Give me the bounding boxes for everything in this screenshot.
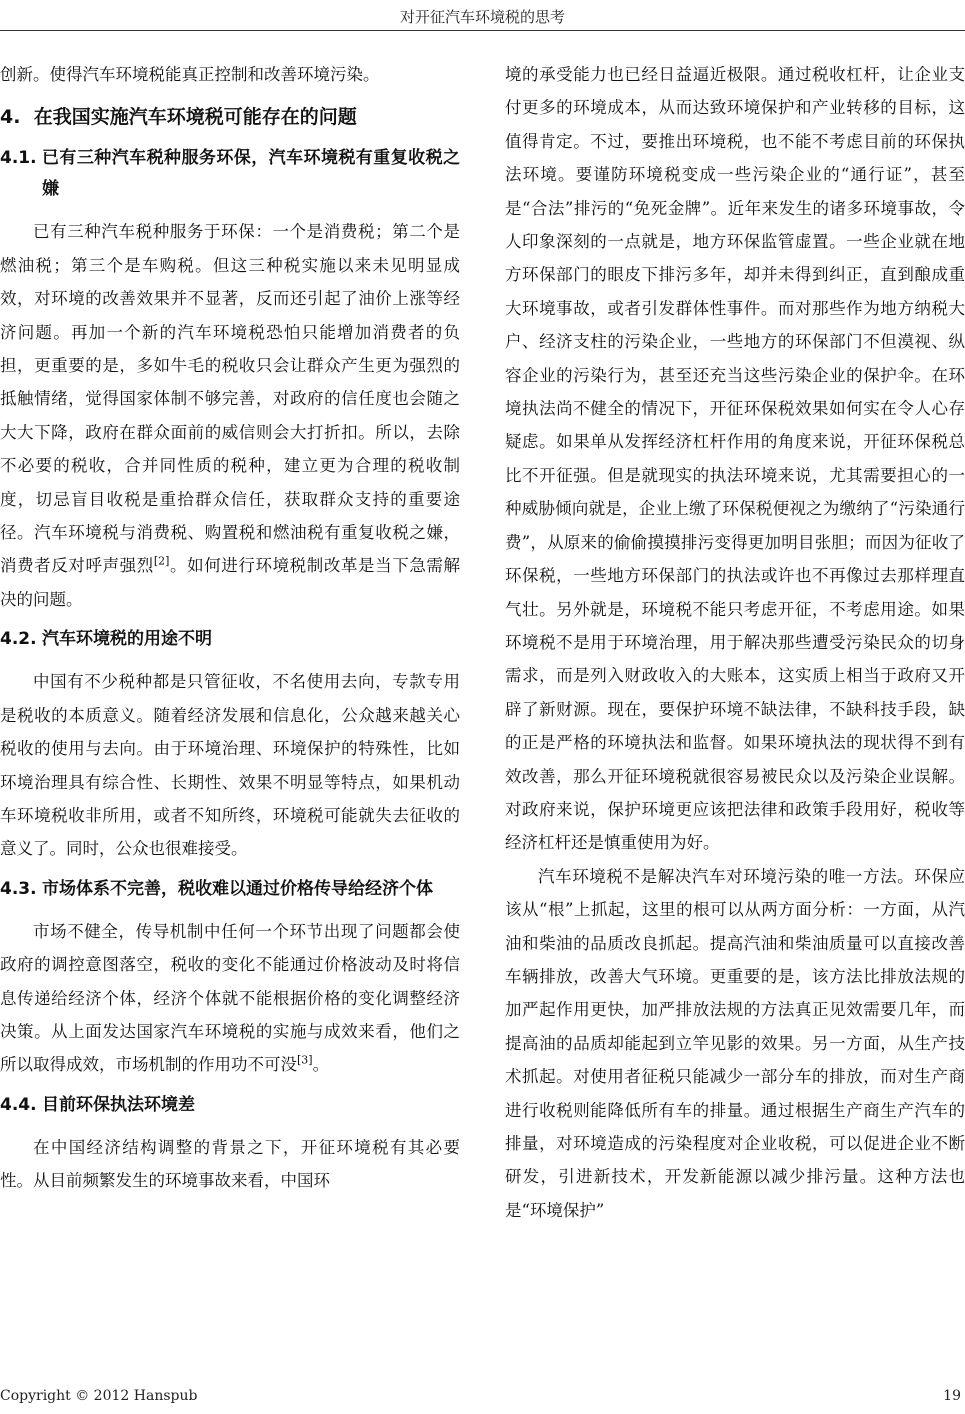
section-title: 在我国实施汽车环境税可能存在的问题 — [33, 106, 357, 129]
section-4-4-heading — [0, 1090, 460, 1121]
citation-2: [2] — [153, 554, 170, 568]
section-4-1-heading — [0, 143, 460, 205]
running-header: 对开征汽车环境税的思考 — [399, 8, 565, 26]
paragraph-4-4: 在中国经济结构调整的背景之下，开征环境税有其必要性。从目前频繁发生的环境事故来看，中国环 — [0, 1137, 460, 1191]
paragraph-text-end: 。 — [312, 1055, 330, 1075]
left-column — [0, 58, 460, 1198]
paragraph-4-2: 中国有不少税种都是只管征收，不名使用去向，专款专用是税收的本质意义。随着经济发展和信息化，公众越来越关心税收的使用与去向。由于环境治理、环境保护的特殊性，比如环境治理具有综合性、长期性、效果不明显等特点，如果机动车环境税收非所用，或者不知所终，环境税可能就失去征收的意义了。同时，公众也很难接受。 — [0, 672, 460, 859]
section-number: 4.4. — [0, 1094, 37, 1115]
citation-3: [3] — [297, 1053, 313, 1067]
section-title: 目前环保执法环境差 — [42, 1094, 195, 1115]
section-title: 已有三种汽车税种服务环保，汽车环境税有重复收税之嫌 — [42, 148, 460, 200]
copyright-text: Copyright © 2012 Hanspub — [0, 1388, 198, 1404]
section-4-2-heading — [0, 624, 460, 655]
paragraph-solutions: 汽车环境税不是解决汽车对环境污染的唯一方法。环保应该从“根”上抓起，这里的根可以从两方面分析：一方面，从汽油和柴油的品质改良抓起。提高汽油和柴油质量可以直接改善车辆排放，改善大气环境。更重要的是，该方法比排放法规的加严起作用更快，加严排放法规的方法真正见效需要几年，而提高油的品质却能起到立竿见影的效果。另一方面，从生产技术抓起。对使用者征税只能减少一部分车的排放，而对生产商进行收税则能降低所有车的排量。通过根据生产商生产汽车的排量，对环境造成的污染程度对企业收税，可以促进企业不断研发，引进新技术，开发新能源以减少排污量。这种方法也是“环境保护” — [505, 866, 965, 1220]
page-number: 19 — [943, 1388, 961, 1404]
section-title: 汽车环境税的用途不明 — [42, 629, 212, 650]
paragraph-text: 已有三种汽车税种服务于环保：一个是消费税；第二个是燃油税；第三个是车购税。但这三种税实施以来未见明显成效，对环境的改善效果并不显著，反而还引起了油价上涨等经济问题。再加一个新的汽车环境税恐怕只能增加消费者的负担，更重要的是，多如牛毛的税收只会让群众产生更为强烈的抵触情绪，觉得国家体制不够完善，对政府的信任度也会随之大大下降，政府在群众面前的威信则会大打折扣。所以，去除不必要的税收，合并同性质的税种，建立更为合理的税收制度，切忌盲目收税是重拾群众信任，获取群众支持的重要途径。汽车环境税与消费税、购置税和燃油税有重复收税之嫌，消费者反对呼声强烈 — [0, 222, 460, 576]
paragraph-4-3 — [0, 915, 460, 1082]
header-rule — [0, 30, 965, 31]
paragraph-text: 市场不健全，传导机制中任何一个环节出现了问题都会使政府的调控意图落空，税收的变化不能通过价格波动及时将信息传递给经济个体，经济个体就不能根据价格的变化调整经济决策。从上面发达国家汽车环境税的实施与成效来看，他们之所以取得成效，市场机制的作用功不可没 — [0, 921, 460, 1075]
section-4-3-heading — [0, 874, 460, 905]
right-column — [505, 58, 965, 1227]
paragraph-continuation: 境的承受能力也已经日益逼近极限。通过税收杠杆，让企业支付更多的环境成本，从而达致环境保护和产业转移的目标，这值得肯定。不过，要推出环境税，也不能不考虑目前的环保执法环境。要谨防环境税变成一些污染企业的“通行证”，甚至是“合法”排污的“免死金牌”。近年来发生的诸多环境事故，令人印象深刻的一点就是，地方环保监管虚置。一些企业就在地方环保部门的眼皮下排污多年，却并未得到纠正，直到酿成重大环境事故，或者引发群体性事件。而对那些作为地方纳税大户、经济支柱的污染企业，一些地方的环保部门不但漠视、纵容企业的污染行为，甚至还充当这些污染企业的保护伞。在环境执法尚不健全的情况下，开征环保税效果如何实在令人心存疑虑。如果单从发挥经济杠杆作用的角度来说，开征环保税总比不开征强。但是就现实的执法环境来说，尤其需要担心的一种威胁倾向就是，企业上缴了环保税便视之为缴纳了“污染通行费”，从原来的偷偷摸摸排污变得更加明目张胆；而因为征收了环保税，一些地方环保部门的执法或许也不再像过去那样理直气壮。另外就是，环境税不能只考虑开征，不考虑用途。如果环境税不是用于环境治理，用于解决那些遭受污染民众的切身需求，而是列入财政收入的大账本，这实质上相当于政府又开辟了新财源。现在，要保护环境不缺法律，不缺科技手段，缺的正是严格的环境执法和监督。如果环境执法的现状得不到有效改善，那么开征环境税就很容易被民众以及污染企业误解。对政府来说，保护环境更应该把法律和政策手段用好，税收等经济杠杆还是慎重使用为好。 — [505, 65, 965, 853]
paragraph-text-end: 。如何进行环境税制改革是当下急需解决的问题。 — [0, 556, 461, 609]
paragraph-continuation: 创新。使得汽车环境税能真正控制和改善环境污染。 — [0, 65, 380, 84]
paragraph-4-1 — [0, 215, 460, 616]
section-number: 4.1. — [0, 148, 37, 169]
section-number: 4. — [0, 106, 21, 129]
section-4-heading — [0, 103, 460, 131]
section-title: 市场体系不完善，税收难以通过价格传导给经济个体 — [42, 878, 433, 899]
section-number: 4.2. — [0, 629, 37, 650]
section-number: 4.3. — [0, 878, 37, 899]
